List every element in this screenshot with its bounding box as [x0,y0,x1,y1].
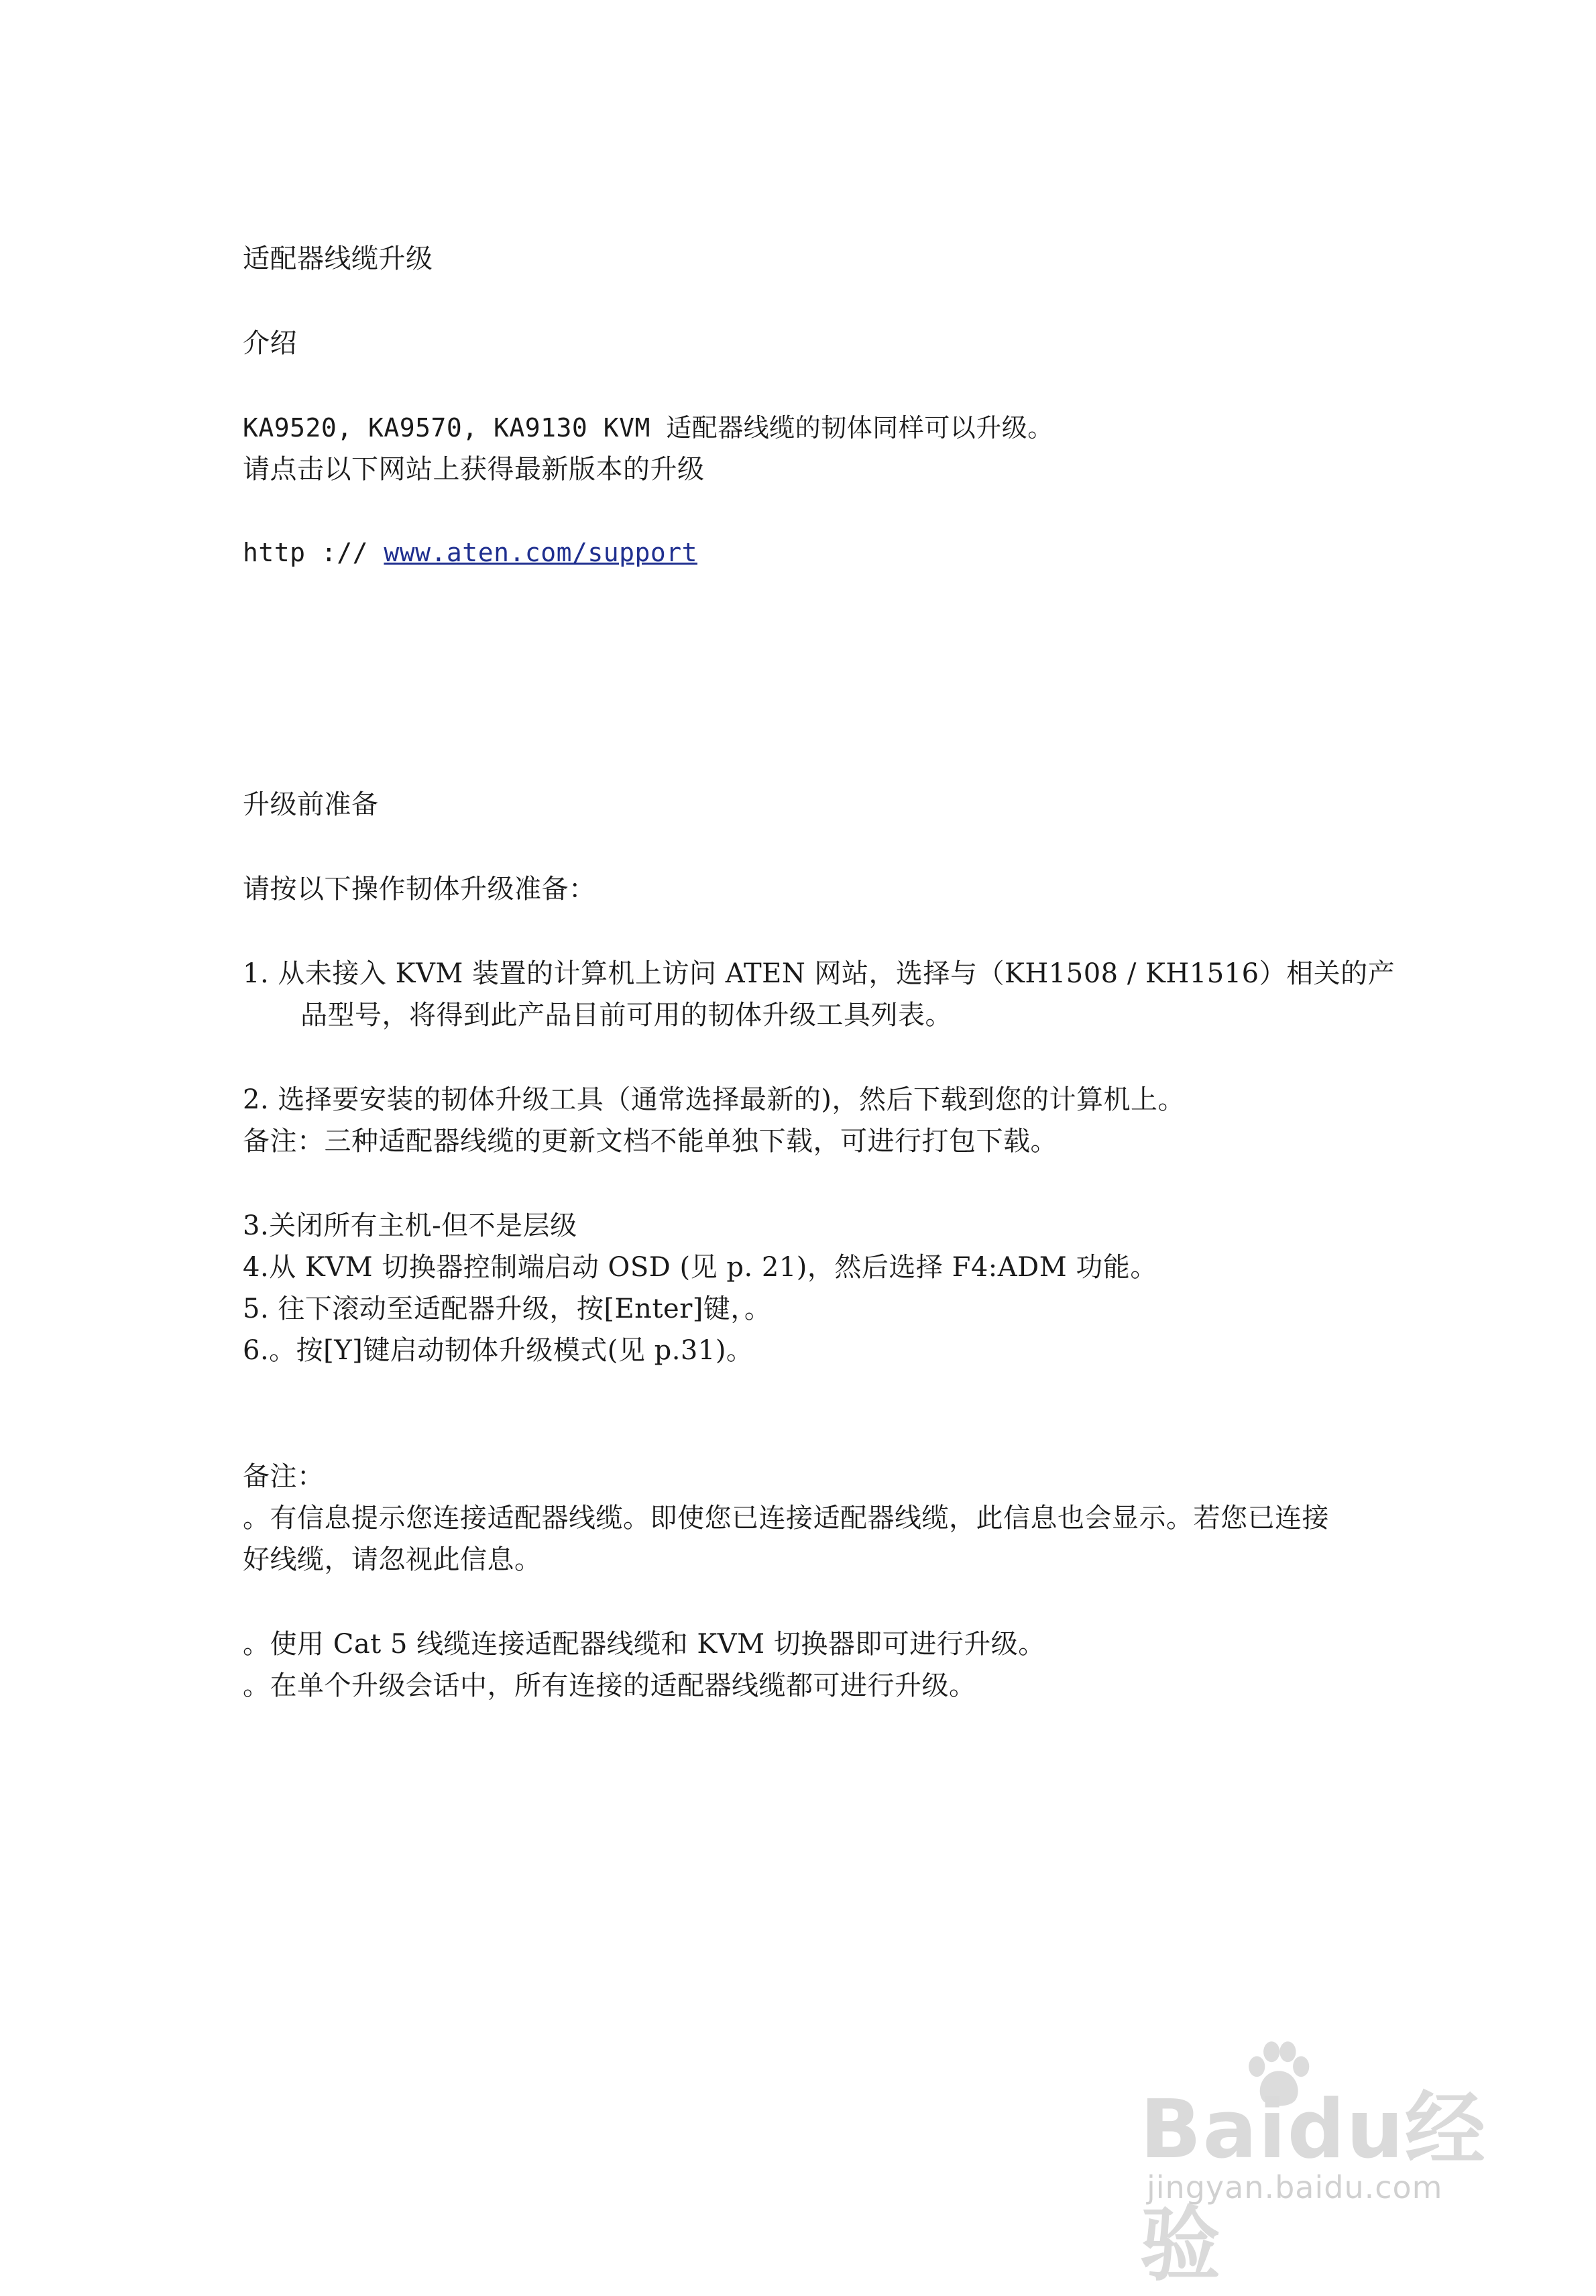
intro-line-2: 请点击以下网站上获得最新版本的升级 [243,454,705,485]
step-1-line-2: 品型号，将得到此产品目前可用的韧体升级工具列表。 [300,1000,952,1031]
intro-heading: 介绍 [243,328,297,359]
step-2: 2. 选择要安装的韧体升级工具（通常选择最新的)，然后下载到您的计算机上。 [243,1084,1185,1115]
url-prefix: http :// [243,538,369,567]
note-3: 。在单个升级会话中，所有连接的适配器线缆都可进行升级。 [243,1670,976,1701]
url-line [243,534,697,571]
support-link[interactable]: www.aten.com/support [384,538,697,567]
step-3: 3.关闭所有主机-但不是层级 [243,1210,577,1241]
prep-heading: 升级前准备 [243,789,379,820]
step-5: 5. 往下滚动至适配器升级，按[Enter]键，。 [243,1294,772,1324]
note-inline: 备注：三种适配器线缆的更新文档不能单独下载，可进行打包下载。 [243,1126,1058,1157]
prep-intro: 请按以下操作韧体升级准备： [243,874,596,905]
note-2: 。使用 Cat 5 线缆连接适配器线缆和 KVM 切换器即可进行升级。 [243,1629,1045,1660]
doc-title: 适配器线缆升级 [243,243,433,274]
step-6: 6.。按[Y]键启动韧体升级模式(见 p.31)。 [243,1335,754,1366]
intro-line-1 [243,409,1053,447]
baidu-watermark [1140,2045,1516,2292]
notes-heading: 备注： [243,1461,325,1492]
watermark-url: jingyan.baidu.com [1147,2169,1443,2205]
note-1-line-2: 好线缆，请忽视此信息。 [243,1544,542,1575]
note-1-line-1: 。有信息提示您连接适配器线缆。即使您已连接适配器线缆，此信息也会显示。若您已连接 [243,1503,1329,1534]
intro-line-1-text: KA9520, KA9570, KA9130 KVM 适配器线缆的韧体同样可以升级。 [243,413,1053,443]
watermark-logo: Baidu经验 [1140,2083,1487,2292]
step-1-line-1: 1. 从未接入 KVM 装置的计算机上访问 ATEN 网站，选择与（KH1508 / KH1516）相关的产 [243,958,1395,989]
step-4: 4.从 KVM 切换器控制端启动 OSD (见 p. 21)，然后选择 F4:ADM 功能。 [243,1252,1157,1283]
